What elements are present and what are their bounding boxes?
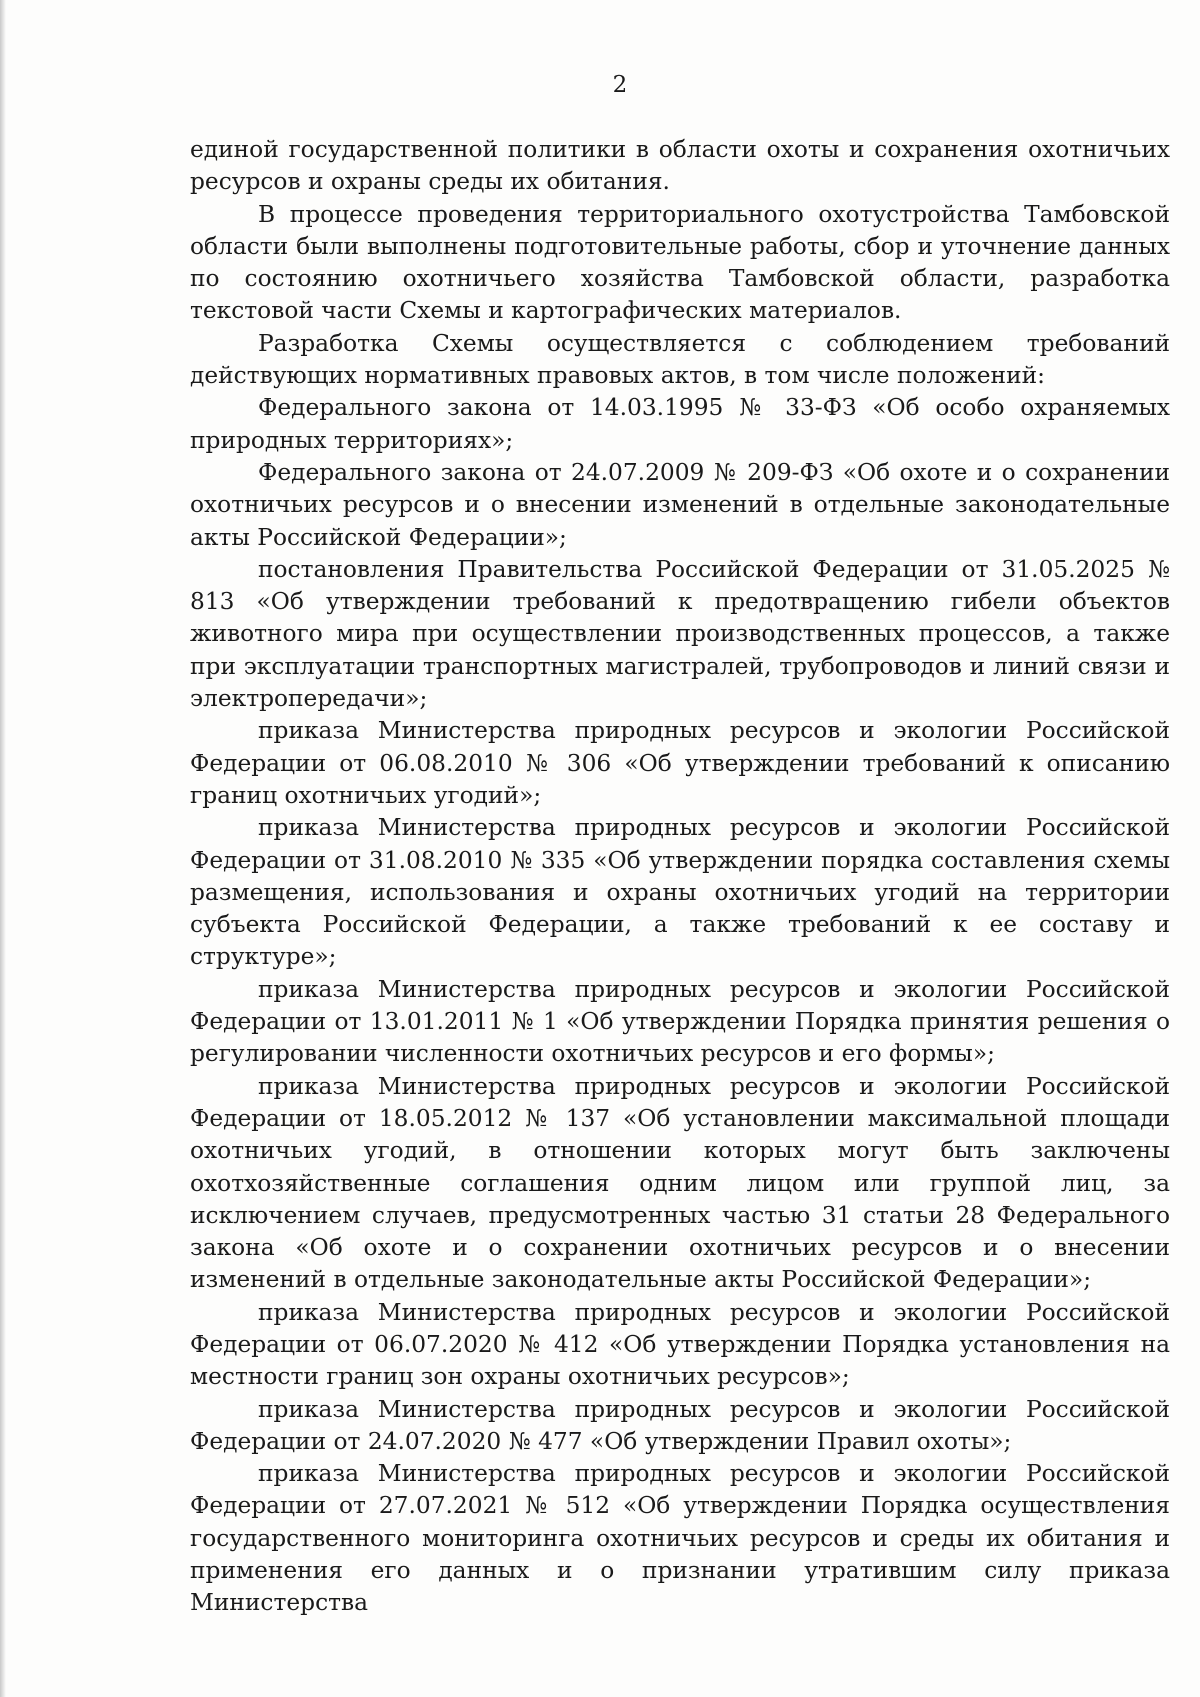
paragraph-continuation: единой государственной политики в области охоты и сохранения охотничьих ресурсов и охраны среды их обитания. xyxy=(190,136,1170,196)
list-item-law-33fz: Федерального закона от 14.03.1995 № 33-ФЗ «Об особо охраняемых природных территориях»; xyxy=(190,394,1170,454)
paragraph-requirements-intro: Разработка Схемы осуществляется с соблюдением требований действующих нормативных правовых актов, в том числе положений: xyxy=(190,329,1170,390)
list-item-order-137: приказа Министерства природных ресурсов и экологии Российской Федерации от 18.05.2012 № 137 «Об установлении максимальной площади охотничьих угодий, в отношении которых могут быть заключены охотхозяйственные соглашения одним лицом или группой лиц, за исключением случаев, предусмотренных частью 31 статьи 28 Федерального закона «Об охоте и о сохранении охотничьих ресурсов и о внесении изменений в отдельные законодательные акты Российской Федерации»; xyxy=(190,1072,1170,1294)
list-item-order-477: приказа Министерства природных ресурсов и экологии Российской Федерации от 24.07.2020 № 477 «Об утверждении Правил охоты»; xyxy=(190,1395,1170,1455)
document-body xyxy=(190,134,1170,1620)
list-item-resolution-813: постановления Правительства Российской Федерации от 31.05.2025 № 813 «Об утверждении требований к предотвращению гибели объектов животного мира при осуществлении производственных процессов, а также при эксплуатации транспортных магистралей, трубопроводов и линий связи и электропередачи»; xyxy=(190,555,1170,713)
paragraph-process: В процессе проведения территориального охотустройства Тамбовской области были выполнены подготовительные работы, сбор и уточнение данных по состоянию охотничьего хозяйства Тамбовской области, разработка текстовой части Схемы и картографических материалов. xyxy=(190,200,1170,325)
list-item-order-1: приказа Министерства природных ресурсов и экологии Российской Федерации от 13.01.2011 № 1 «Об утверждении Порядка принятия решения о регулировании численности охотничьих ресурсов и его формы»; xyxy=(190,975,1170,1068)
page-number: 2 xyxy=(612,72,628,98)
scan-edge xyxy=(0,0,6,1697)
list-item-order-306: приказа Министерства природных ресурсов и экологии Российской Федерации от 06.08.2010 № 306 «Об утверждении требований к описанию границ охотничьих угодий»; xyxy=(190,717,1170,809)
list-item-law-209fz: Федерального закона от 24.07.2009 № 209-ФЗ «Об охоте и о сохранении охотничьих ресурсов и о внесении изменений в отдельные законодательные акты Российской Федерации»; xyxy=(190,458,1170,551)
list-item-order-412: приказа Министерства природных ресурсов и экологии Российской Федерации от 06.07.2020 № 412 «Об утверждении Порядка установления на местности границ зон охраны охотничьих ресурсов»; xyxy=(190,1298,1170,1391)
list-item-order-335: приказа Министерства природных ресурсов и экологии Российской Федерации от 31.08.2010 № 335 «Об утверждении порядка составления схемы размещения, использования и охраны охотничьих угодий на территории субъекта Российской Федерации, а также требований к ее составу и структуре»; xyxy=(190,814,1170,971)
list-item-order-512: приказа Министерства природных ресурсов и экологии Российской Федерации от 27.07.2021 № 512 «Об утверждении Порядка осуществления государственного мониторинга охотничьих ресурсов и среды их обитания и применения его данных и о признании утратившим силу приказа Министерства xyxy=(190,1460,1170,1617)
